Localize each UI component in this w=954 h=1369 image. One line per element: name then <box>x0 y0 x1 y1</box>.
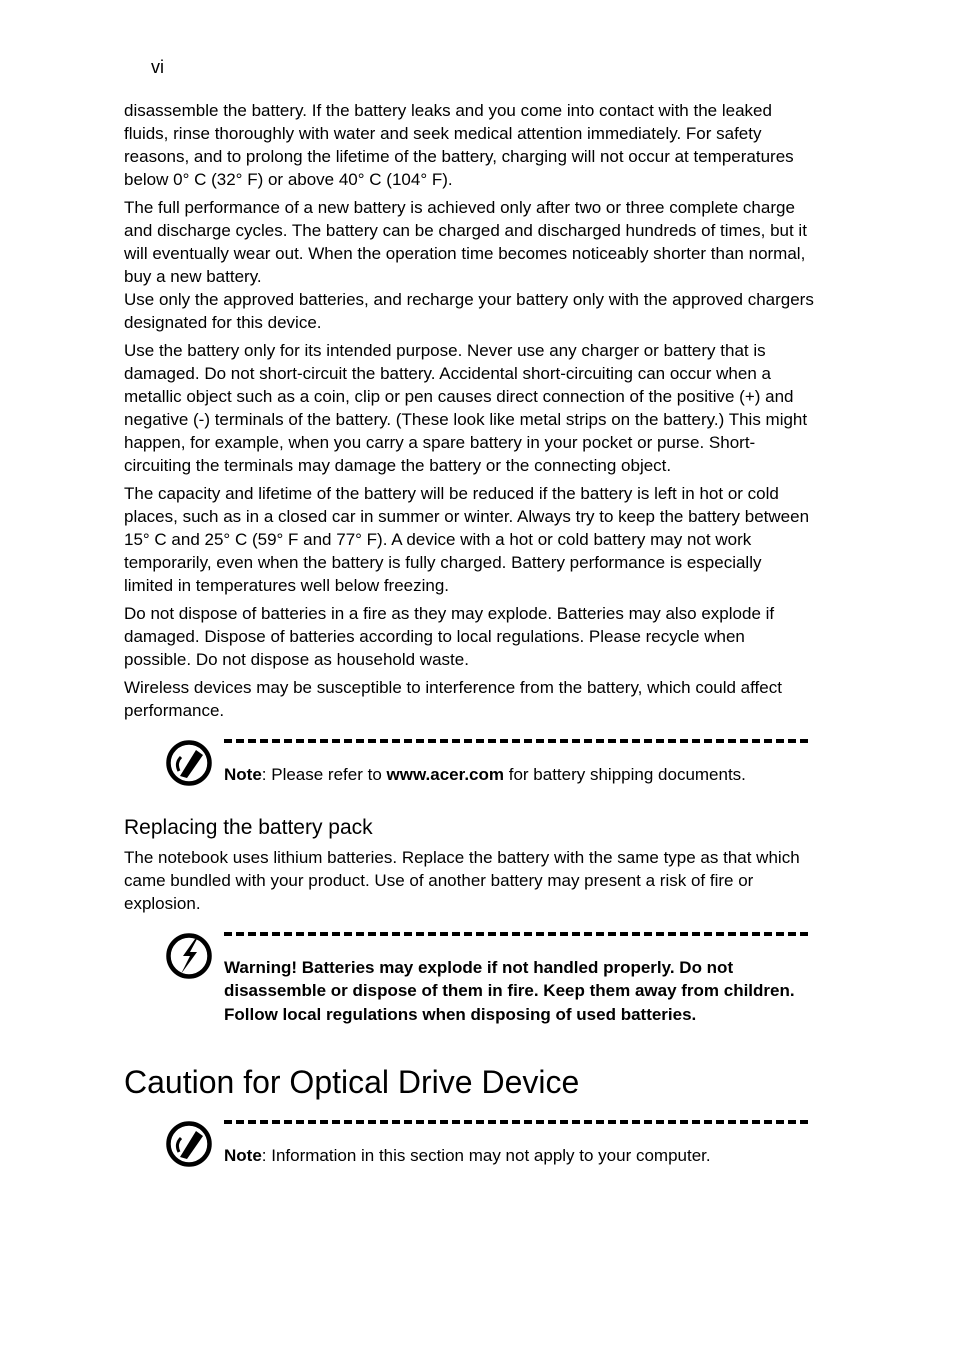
note-pen-icon <box>165 1120 213 1168</box>
paragraph-intended-purpose: Use the battery only for its intended purpose. Never use any charger or battery that is damaged. Do not short-circuit the battery. Accidental short-circuiting can occur when a metallic object such as a coin, clip or pen causes direct connection of the positive (+) and negative (-) terminals of the battery. (These look like metal strips on the battery.) This might happen, for example, when you carry a spare battery in your pocket or purse. Short-circuiting the terminals may damage the battery or the connecting object. <box>124 340 808 476</box>
warning-divider <box>224 932 808 936</box>
acer-link[interactable]: www.acer.com <box>386 764 504 784</box>
note-optical-body: : Information in this section may not apply to your computer. <box>261 1145 711 1165</box>
note-optical-divider <box>224 1120 808 1124</box>
page-content <box>124 99 814 1167</box>
note-optical-label: Note <box>224 1145 262 1165</box>
note-text <box>224 763 814 786</box>
note-optical-text <box>224 1144 814 1167</box>
paragraph-battery-leak: disassemble the battery. If the battery leaks and you come into contact with the leaked fluids, rinse thoroughly with water and seek medical attention immediately. For safety reasons, and to prolong the lifetime of the battery, charging will not occur at temperatures below 0° C (32° F) or above 40° C (104° F). <box>124 101 794 190</box>
note-text-after: for battery shipping documents. <box>504 764 746 784</box>
warning-lightning-icon <box>165 932 213 980</box>
paragraph-wireless-interference: Wireless devices may be susceptible to interference from the battery, which could affect performance. <box>124 677 782 720</box>
note-label: Note <box>224 764 262 784</box>
note-pen-icon <box>165 739 213 787</box>
paragraph-lithium: The notebook uses lithium batteries. Replace the battery with the same type as that which came bundled with your product. Use of another battery may present a risk of fire or explosion. <box>124 848 800 914</box>
paragraph-approved-batteries: Use only the approved batteries, and recharge your battery only with the approved chargers designated for this device. <box>124 290 814 333</box>
replacing-heading: Replacing the battery pack <box>124 816 373 840</box>
paragraph-dispose-fire: Do not dispose of batteries in a fire as they may explode. Batteries may also explode if damaged. Dispose of batteries according to local regulations. Please recycle when possible. Do not dispose as household waste. <box>124 603 775 670</box>
paragraph-battery-performance: The full performance of a new battery is achieved only after two or three complete charge and discharge cycles. The battery can be charged and discharged hundreds of times, but it will eventually wear out. When the operation time becomes noticeably shorter than normal, buy a new battery. <box>124 197 807 287</box>
note-divider <box>224 739 808 743</box>
note-text-before: : Please refer to <box>261 764 387 784</box>
warning-block <box>124 932 814 1025</box>
optical-heading: Caution for Optical Drive Device <box>124 1063 580 1100</box>
paragraph-capacity-lifetime: The capacity and lifetime of the battery will be reduced if the battery is left in hot or cold places, such as in a closed car in summer or winter. Always try to keep the battery between 15° C and 25° C (59° F and 77° F). A device with a hot or cold battery may not work temporarily, even when the battery is fully charged. Battery performance is especially limited in temperatures well below freezing. <box>124 484 810 596</box>
warning-text: Warning! Batteries may explode if not handled properly. Do not disassemble or dispose of them in fire. Keep them away from children. Follow local regulations when disposing of used batteries. <box>224 958 795 1024</box>
note-optical <box>124 1120 814 1167</box>
page-number: vi <box>151 57 164 77</box>
note-battery-shipping <box>124 739 814 786</box>
